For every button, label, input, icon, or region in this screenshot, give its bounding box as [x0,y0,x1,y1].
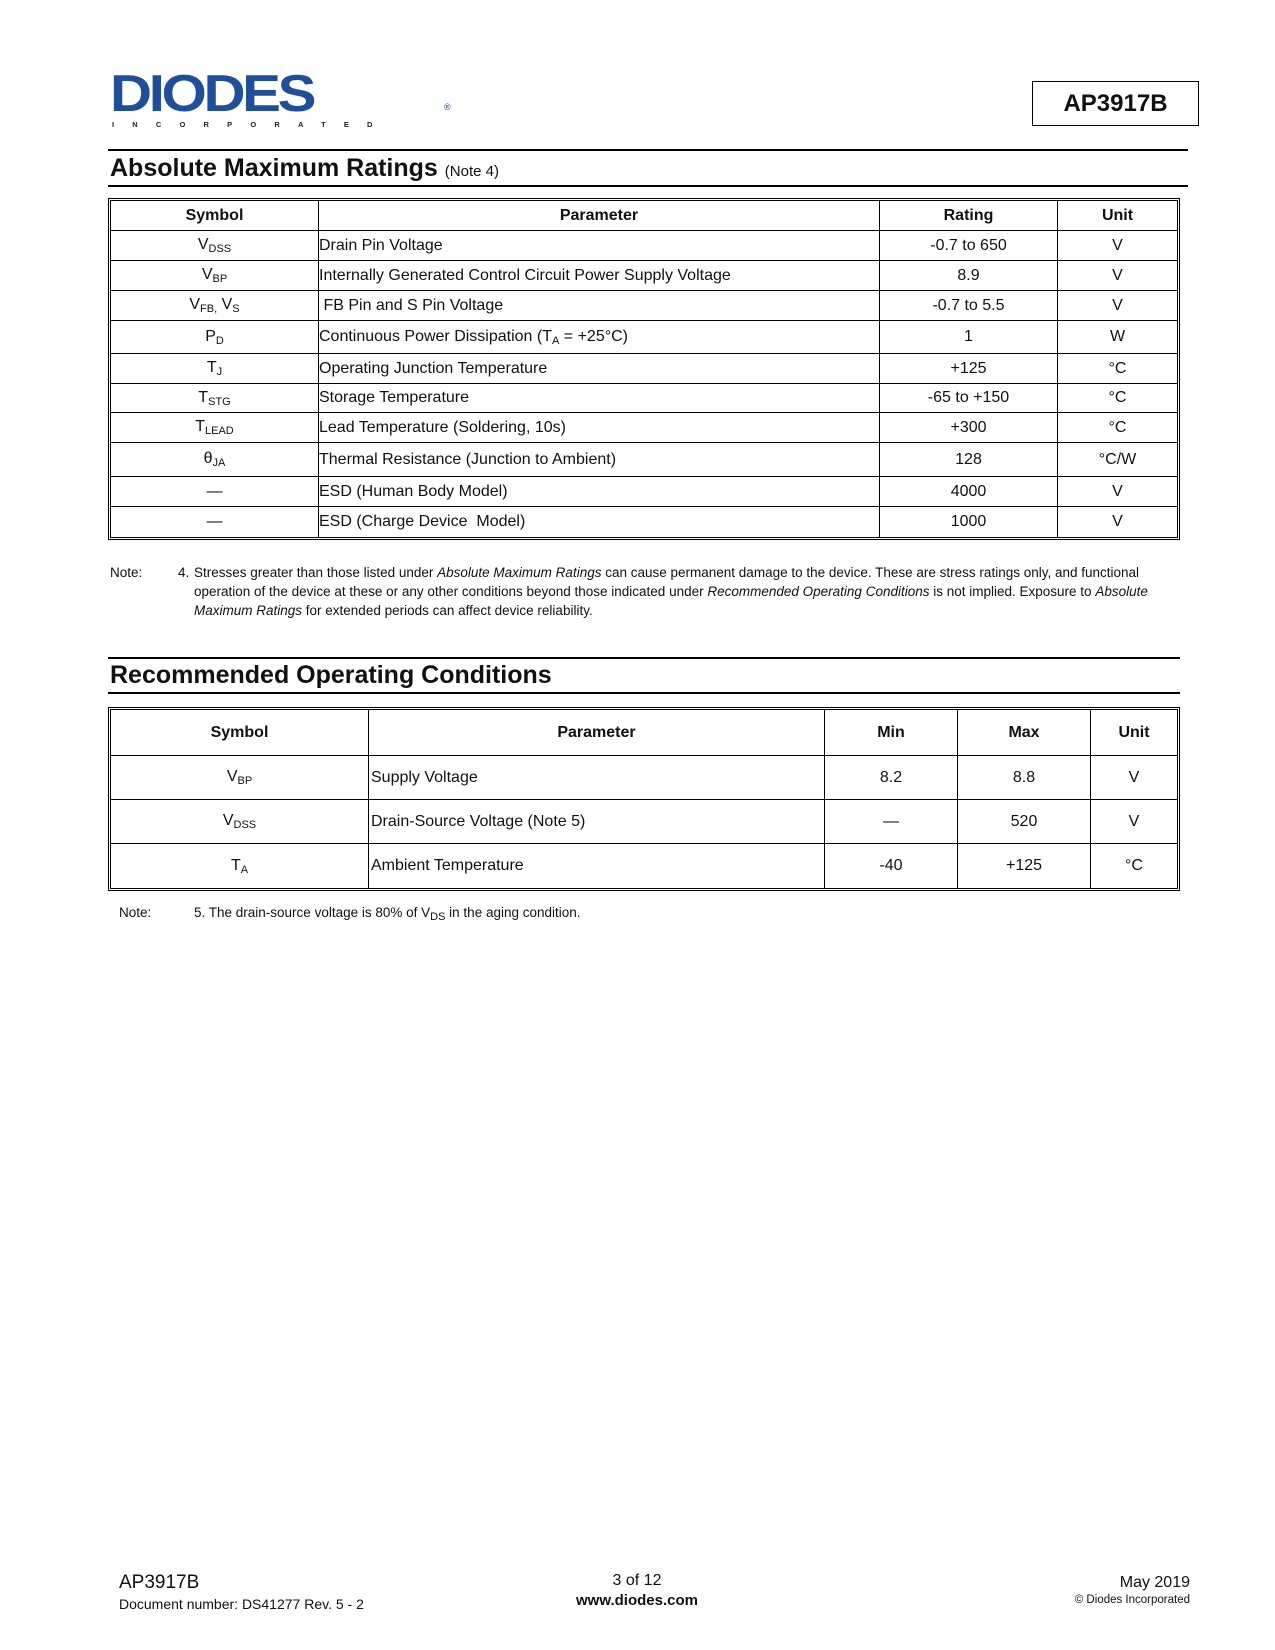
table-row [111,261,1177,291]
symbol-main: T [195,418,206,435]
cell-unit: °C [1058,413,1177,443]
cell-min: 8.2 [825,756,958,800]
footer-date: May 2019 [1119,1574,1190,1591]
cell-parameter [319,261,880,291]
cell-parameter [319,321,880,354]
cell-symbol [111,756,369,800]
cell-rating: 8.9 [880,261,1058,291]
table-row [111,231,1177,261]
abs-max-note-ref: (Note 4) [444,163,499,180]
cell-symbol [111,844,369,888]
cell-parameter [319,477,880,507]
col-header-unit: Unit [1058,201,1177,231]
cell-parameter [319,413,880,443]
cell-parameter: Ambient Temperature [369,844,825,888]
symbol-subscript: FB, [200,303,218,315]
parameter-subscript: A [552,334,560,347]
cell-unit: °C [1058,354,1177,384]
footer-part: AP3917B [119,1572,200,1593]
symbol-main: V [201,266,213,283]
footer-page: 3 of 12 [612,1572,662,1589]
col-header-parameter: Parameter [319,201,880,231]
cell-unit: V [1058,231,1177,261]
abs-max-table [108,198,1180,540]
table-row [111,443,1177,477]
cell-min: -40 [825,844,958,888]
symbol-main: T [206,359,217,376]
cell-symbol [111,261,319,291]
symbol-subscript: A [240,863,249,876]
cell-rating: 1 [880,321,1058,354]
cell-symbol [111,291,319,321]
parameter-text: Lead Temperature (Soldering, 10s) [319,418,566,436]
cell-symbol [111,507,319,537]
cell-symbol [111,800,369,844]
cell-parameter [319,231,880,261]
parameter-text: Operating Junction Temperature [319,359,548,377]
section-rule-bottom [108,692,1180,694]
table-row [111,756,1177,800]
part-number-box: AP3917B [1032,81,1199,126]
col-header-unit: Unit [1091,710,1177,756]
cell-unit: V [1058,291,1177,321]
cell-rating: -0.7 to 5.5 [880,291,1058,321]
abs-max-title-text: Absolute Maximum Ratings [110,154,438,182]
cell-rating: -0.7 to 650 [880,231,1058,261]
table-header-row [111,201,1177,231]
cell-unit: V [1058,261,1177,291]
section-rule-top [108,149,1188,151]
cell-symbol [111,321,319,354]
symbol-subscript: JA [212,457,226,469]
note-number: 4. [178,565,190,580]
cell-parameter [319,354,880,384]
symbol-main-2: V [217,296,233,313]
cell-parameter: Supply Voltage [369,756,825,800]
symbol-subscript: BP [212,273,228,285]
symbol-subscript: D [215,334,224,347]
cell-parameter: Drain-Source Voltage (Note 5) [369,800,825,844]
col-header-rating: Rating [880,201,1058,231]
symbol-main: V [226,768,238,785]
col-header-min: Min [825,710,958,756]
parameter-text: Continuous Power Dissipation (T [319,327,552,345]
symbol-main: V [222,812,234,829]
cell-max: 8.8 [958,756,1091,800]
note-text: 5. The drain-source voltage is 80% of $V_{DS}$ in the aging condition. [194,905,581,923]
symbol-main: T [230,856,241,874]
table-row [111,354,1177,384]
cell-unit: V [1091,756,1177,800]
cell-unit: W [1058,321,1177,354]
symbol-subscript: DSS [233,819,257,831]
parameter-text: Drain Pin Voltage [319,236,443,254]
logo-subtext: INCORPORATED [112,120,391,129]
symbol-subscript-2: S [232,303,240,315]
cell-parameter [319,291,880,321]
cell-rating: -65 to +150 [880,384,1058,413]
cell-parameter [319,443,880,477]
col-header-symbol: Symbol [111,710,369,756]
parameter-text: ESD (Charge Device Model) [319,513,526,530]
company-logo [110,65,451,130]
cell-unit: V [1091,800,1177,844]
symbol-subscript: BP [237,775,253,787]
table-row [111,507,1177,537]
cell-rating: +300 [880,413,1058,443]
cell-symbol [111,477,319,507]
section-rule-bottom [108,185,1188,187]
rec-op-table [108,707,1180,891]
symbol-subscript: J [216,366,223,378]
symbol-main: T [198,388,209,406]
rec-op-title: Recommended Operating Conditions [110,661,552,689]
parameter-text: ESD (Human Body Model) [319,482,508,500]
cell-unit: °C [1058,384,1177,413]
cell-symbol [111,443,319,477]
cell-unit: V [1112,513,1123,530]
table-row [111,477,1177,507]
table-row [111,291,1177,321]
note-text: Stresses greater than those listed under Absolute Maximum Ratings can cause permanent damage to the device. These are stress ratings only, and functional operation of the device at these or any other conditions beyond those indicated under Recommended Operating Conditions is not implied. Exposure to Absolute Maximum Ratings for extended periods can affect device reliability. [194,565,1148,618]
logo-wordmark: DIODES [110,65,314,123]
col-header-parameter: Parameter [369,710,825,756]
parameter-tail: = +25°C) [559,327,628,345]
symbol-main: — [206,513,223,530]
cell-symbol [111,231,319,261]
cell-symbol [111,384,319,413]
col-header-symbol: Symbol [111,201,319,231]
note-label: Note: [119,905,152,920]
parameter-text: FB Pin and S Pin Voltage [319,296,504,314]
footer-website[interactable]: www.diodes.com [576,1592,698,1609]
symbol-main: V [189,296,201,313]
section-rule-top [108,657,1180,659]
cell-rating: 128 [880,443,1058,477]
col-header-max: Max [958,710,1091,756]
cell-rating: 1000 [880,507,1058,537]
table-header-row [111,710,1177,756]
cell-symbol [111,413,319,443]
logo-registered-mark: ® [444,102,451,112]
abs-max-title [110,154,499,183]
cell-unit: V [1058,477,1177,507]
table-row [111,413,1177,443]
symbol-main: θ [203,450,213,467]
parameter-text: Storage Temperature [319,389,470,406]
cell-min: — [825,800,958,844]
symbol-subscript: STG [208,395,231,408]
footer-doc-number: Document number: DS41277 Rev. 5 - 2 [119,1596,364,1612]
note-label: Note: [110,565,143,580]
table-row [111,800,1177,844]
symbol-main: P [205,327,216,345]
cell-max: +125 [958,844,1091,888]
symbol-main: V [197,236,209,253]
table-row [111,844,1177,888]
table-row [111,321,1177,354]
cell-parameter [319,507,880,537]
symbol-subscript: DSS [208,243,232,255]
cell-parameter [319,384,880,413]
cell-rating: +125 [880,354,1058,384]
cell-unit: °C [1125,857,1143,874]
cell-max: 520 [958,800,1091,844]
table-row [111,384,1177,413]
parameter-text: Internally Generated Control Circuit Power Supply Voltage [319,266,731,284]
footer-copyright: © Diodes Incorporated [1074,1594,1190,1606]
cell-symbol [111,354,319,384]
cell-rating: 4000 [880,477,1058,507]
symbol-subscript: LEAD [205,425,234,437]
symbol-main: — [206,482,223,500]
parameter-text: Thermal Resistance (Junction to Ambient) [319,450,617,468]
cell-unit: °C/W [1058,443,1177,477]
